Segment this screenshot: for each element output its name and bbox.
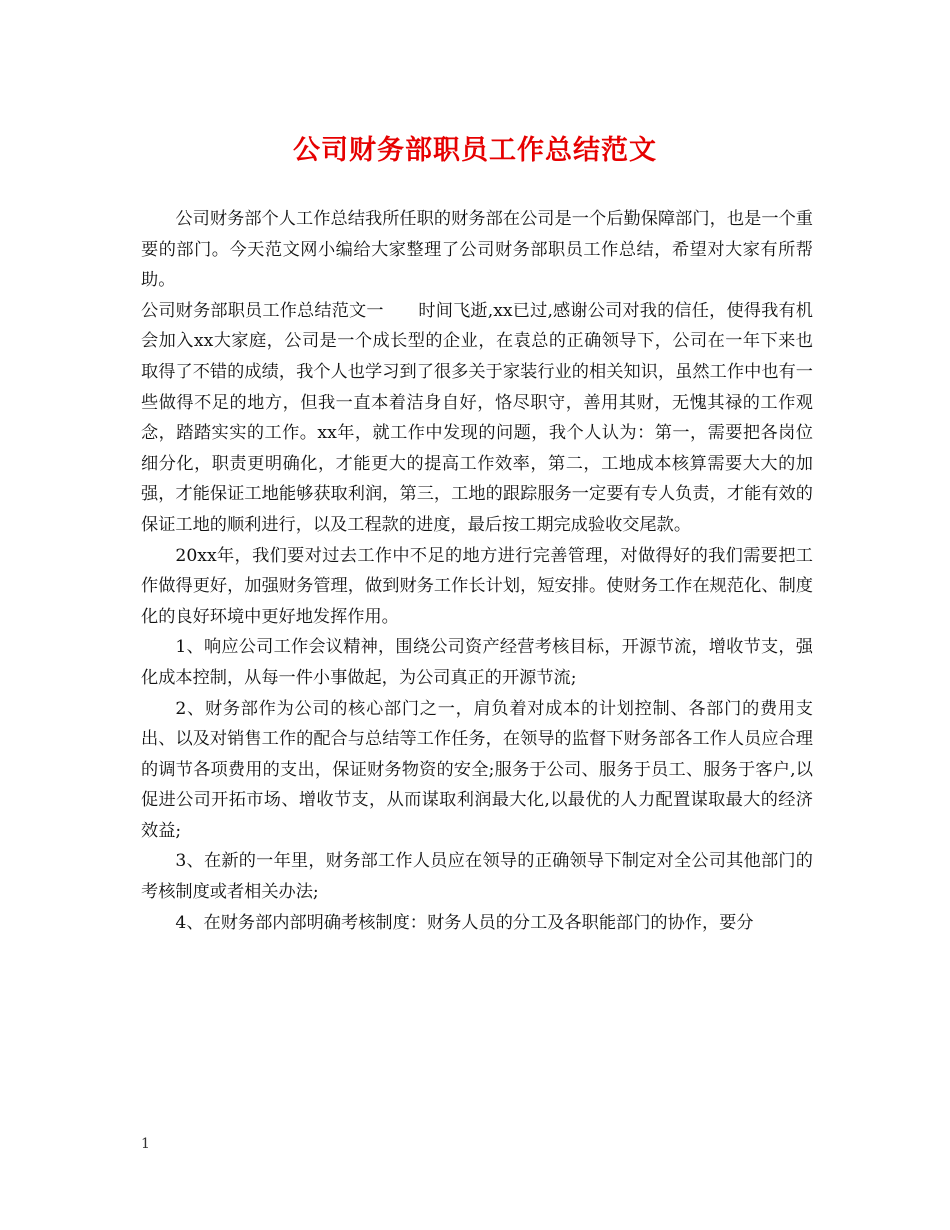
document-title: 公司财务部职员工作总结范文	[293, 135, 657, 166]
paragraph-item-1: 1、响应公司工作会议精神，围绕公司资产经营考核目标，开源节流，增收节支，强化成本控制，从每一件小事做起，为公司真正的开源节流;	[141, 637, 813, 688]
paragraph-item-3: 3、在新的一年里，财务部工作人员应在领导的正确领导下制定对全公司其他部门的考核制度或者相关办法;	[141, 851, 813, 903]
paragraph-sample-one: 公司财务部职员工作总结范文一 时间飞逝,xx已过,感谢公司对我的信任，使得我有机会加入xx大家庭，公司是一个成长型的企业，在袁总的正确领导下，公司在一年下来也取得了不错的成绩，我个人也学习到了很多关于家装行业的相关知识，虽然工作中也有一些做得不足的地方，但我一直本着洁身自好，恪尽职守，善用其财，无愧其禄的工作观念，踏踏实实的工作。xx年，就工作中发现的问题，我个人认为：第一，需要把各岗位细分化，职责更明确化，才能更大的提高工作效率，第二，工地成本核算需要大大的加强，才能保证工地能够获取利润，第三，工地的跟踪服务一定要有专人负责，才能有效的保证工地的顺利进行，以及工程款的进度，最后按工期完成验收交尾款。	[141, 300, 813, 535]
document-body	[141, 204, 813, 938]
paragraph-item-2: 2、财务部作为公司的核心部门之一，肩负着对成本的计划控制、各部门的费用支出、以及对销售工作的配合与总结等工作任务，在领导的监督下财务部各工作人员应合理的调节各项费用的支出，保证财务物资的安全;服务于公司、服务于员工、服务于客户,以促进公司开拓市场、增收节支，从而谋取利润最大化,以最优的人力配置谋取最大的经济效益;	[141, 698, 813, 841]
paragraph-intro: 公司财务部个人工作总结我所任职的财务部在公司是一个后勤保障部门，也是一个重要的部门。今天范文网小编给大家整理了公司财务部职员工作总结，希望对大家有所帮助。	[141, 209, 813, 291]
paragraph-item-4: 4、在财务部内部明确考核制度：财务人员的分工及各职能部门的协作，要分	[175, 912, 754, 933]
page-number: 1	[141, 1136, 150, 1152]
paragraph-plan: 20xx年，我们要对过去工作中不足的地方进行完善管理，对做得好的我们需要把工作做得更好，加强财务管理，做到财务工作长计划，短安排。使财务工作在规范化、制度化的良好环境中更好地发挥作用。	[141, 545, 813, 627]
